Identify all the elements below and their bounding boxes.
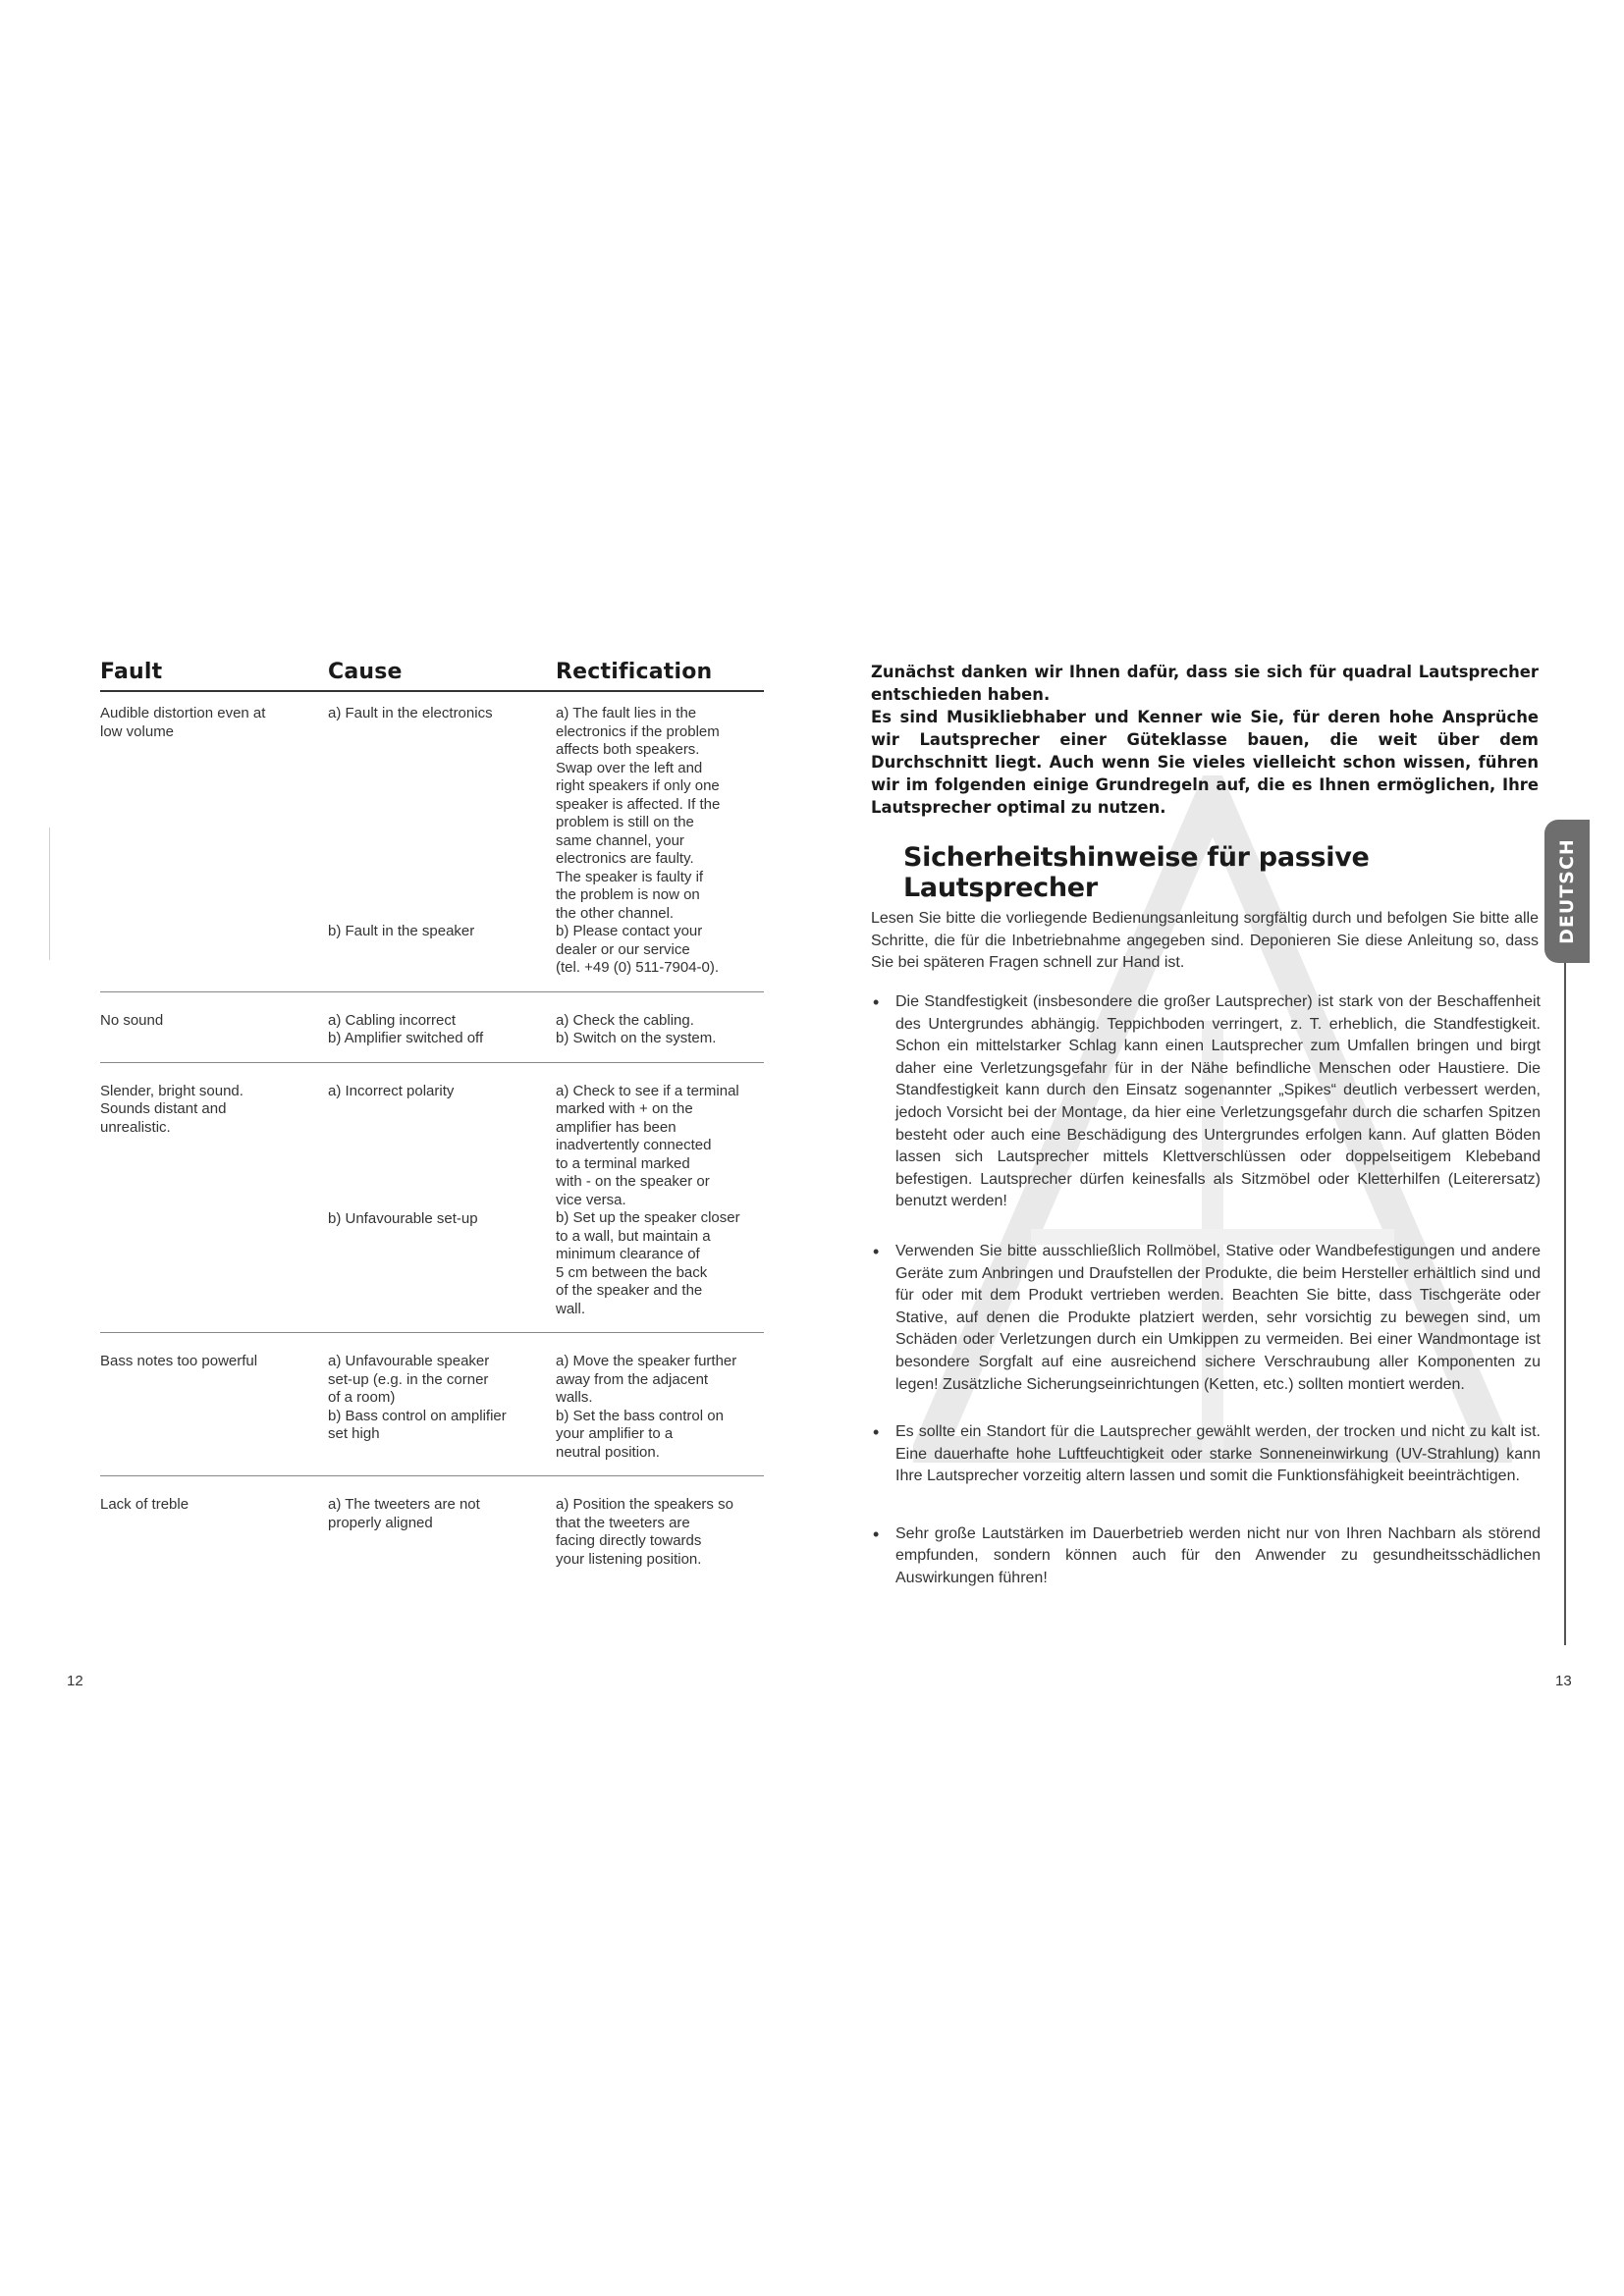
cause-cell: a) The tweeters are not properly aligned (328, 1496, 480, 1531)
list-item (871, 991, 1541, 1213)
header-rectification: Rectification (556, 660, 713, 684)
cause-cell: a) Cabling incorrect b) Amplifier switched off (328, 1011, 484, 1046)
table-row (100, 992, 764, 1063)
list-item (871, 1523, 1541, 1590)
cause-b: b) Fault in the speaker (328, 923, 475, 939)
table-row (100, 1476, 764, 1582)
list-item-text: Verwenden Sie bitte ausschließlich Rollmöbel, Stative oder Wandbefestigungen und andere Geräte zum Anbringen und Draufstellen der Produkte, die beim Hersteller erhältlich sind und für oder mit dem Produkt vertrieben werden. Beachten Sie bitte, dass Tischgeräte oder Stative, auf denen die Produkte platziert werden, sehr vorsichtig zu bewegen sind, um Schäden oder Verletzungen durch ein Umkippen zu vermeiden. Bei einer Wandmontage ist besondere Sorgfalt auf eine ausreichend sichere Verschraubung aller Komponenten zu legen! Zusätzliche Sicherungseinrichtungen (Ketten, etc.) sollten montiert werden. (895, 1242, 1541, 1393)
fault-cell: Bass notes too powerful (100, 1353, 258, 1369)
list-item-text: Es sollte ein Standort für die Lautsprecher gewählt werden, der trocken und nicht zu kalt ist. Eine dauerhafte hohe Luftfeuchtigkeit oder starke Sonneneinwirkung (UV-Strahlung) kann Ihre Lautsprecher vorzeitig altern lassen und somit die Funktionsfähigkeit beeinträchtigen. (895, 1423, 1541, 1485)
troubleshooting-table (100, 660, 764, 1582)
header-fault: Fault (100, 660, 163, 684)
page-number-right: 13 (1555, 1673, 1572, 1689)
side-rule (1564, 963, 1566, 1645)
fix-cell: a) Check the cabling. b) Switch on the system. (556, 1011, 717, 1046)
table-row (100, 692, 764, 992)
bullet-icon: • (873, 1523, 880, 1544)
margin-mark (49, 828, 50, 960)
fault-cell: No sound (100, 1011, 164, 1029)
table-row (100, 1333, 764, 1476)
bullet-icon: • (873, 992, 880, 1012)
fix-cell (556, 705, 764, 978)
fix-cell (556, 1083, 764, 1319)
fault-cell: Lack of treble (100, 1496, 189, 1513)
fix-b: b) Set up the speaker closer to a wall, but maintain a minimum clearance of 5 cm between the back of the speaker and the wall. (556, 1209, 740, 1317)
list-item-text: Die Standfestigkeit (insbesondere die großer Lautsprecher) ist stark von der Beschaffenheit des Untergrundes abhängig. Teppichboden verringert, z. T. erheblich, die Standfestigkeit. Schon ein mittelstarker Schlag kann einen Lautsprecher zum Umfallen bringen und birgt daher eine Verletzungsgefahr für in der Nähe befindliche Menschen oder Haustiere. Die Standfestigkeit kann durch den Einsatz sogenannter „Spikes“ deutlich verbessert werden, jedoch Vorsicht bei der Montage, da hier eine Verletzungsgefahr durch die scharfen Spitzen besteht oder auch eine Beschädigung des Untergrundes erfolgen kann. Auf glatten Böden lassen sich Lautsprecher mittels Klettverschlüssen oder doppelseitigem Klebeband befestigen. Lautsprecher dürfen keinesfalls als Sitzmöbel oder Kletterhilfen (Leiterersatz) benutzt werden! (895, 993, 1541, 1210)
cause-a: a) Fault in the electronics (328, 705, 493, 721)
intro-paragraph: Zunächst danken wir Ihnen dafür, dass sie sich für quadral Lautsprecher entschieden haben. (871, 663, 1539, 704)
lead-paragraph: Lesen Sie bitte die vorliegende Bedienungsanleitung sorgfältig durch und befolgen Sie bitte alle Schritte, die für die Inbetriebnahme angegeben sind. Deponieren Sie diese Anleitung so, dass Sie bei späteren Fragen schnell zur Hand ist. (871, 910, 1539, 971)
cause-a: a) Incorrect polarity (328, 1082, 455, 1099)
intro-paragraph: Es sind Musikliebhaber und Kenner wie Sie, für deren hohe Ansprüche wir Lautsprecher einer Güteklasse bauen, die weit über dem Durchschnitt liegt. Auch wenn Sie vieles vielleicht schon wissen, führen wir im folgenden einige Grundregeln auf, die es Ihnen ermöglichen, Ihre Lautsprecher optimal zu nutzen. (871, 708, 1539, 817)
fault-cell: Slender, bright sound. Sounds distant and unrealistic. (100, 1082, 244, 1136)
cause-cell (328, 705, 556, 978)
list-item-text: Sehr große Lautstärken im Dauerbetrieb werden nicht nur von Ihren Nachbarn als störend empfunden, sondern können auch für den Anwender zu gesundheitsschädlichen Auswirkungen führen! (895, 1524, 1541, 1587)
fault-cell: Audible distortion even at low volume (100, 705, 266, 740)
cause-b: b) Unfavourable set-up (328, 1209, 478, 1227)
bullet-icon: • (873, 1422, 880, 1443)
fix-a: a) Check to see if a terminal marked with + on the amplifier has been inadvertently connected to a terminal marked with - on the speaker or vice versa. (556, 1082, 739, 1208)
page-number-left: 12 (67, 1673, 83, 1689)
table-header (100, 660, 764, 692)
fix-b: b) Please contact your dealer or our service (tel. +49 (0) 511-7904-0). (556, 923, 720, 976)
intro-text (871, 661, 1539, 819)
header-cause: Cause (328, 660, 403, 684)
fix-a: a) The fault lies in the electronics if the problem affects both speakers. Swap over the left and right speakers if only one speaker is affected. If the problem is still on the same channel, your electronics are faulty. The speaker is faulty if the problem is now on the other channel. (556, 705, 721, 922)
cause-cell: a) Unfavourable speaker set-up (e.g. in the corner of a room) b) Bass control on amplifier set high (328, 1353, 507, 1442)
safety-list (871, 991, 1541, 1620)
fix-cell: a) Position the speakers so that the tweeters are facing directly towards your listening position. (556, 1496, 733, 1568)
list-item (871, 1241, 1541, 1396)
list-item (871, 1421, 1541, 1488)
cause-cell (328, 1083, 556, 1319)
language-tab-label: DEUTSCH (1556, 838, 1578, 944)
table-row (100, 1063, 764, 1334)
bullet-icon: • (873, 1241, 880, 1261)
fix-cell: a) Move the speaker further away from the adjacent walls. b) Set the bass control on your amplifier to a neutral position. (556, 1353, 737, 1461)
language-tab (1544, 820, 1590, 963)
safety-heading: Sicherheitshinweise für passive Lautsprecher (903, 842, 1370, 903)
